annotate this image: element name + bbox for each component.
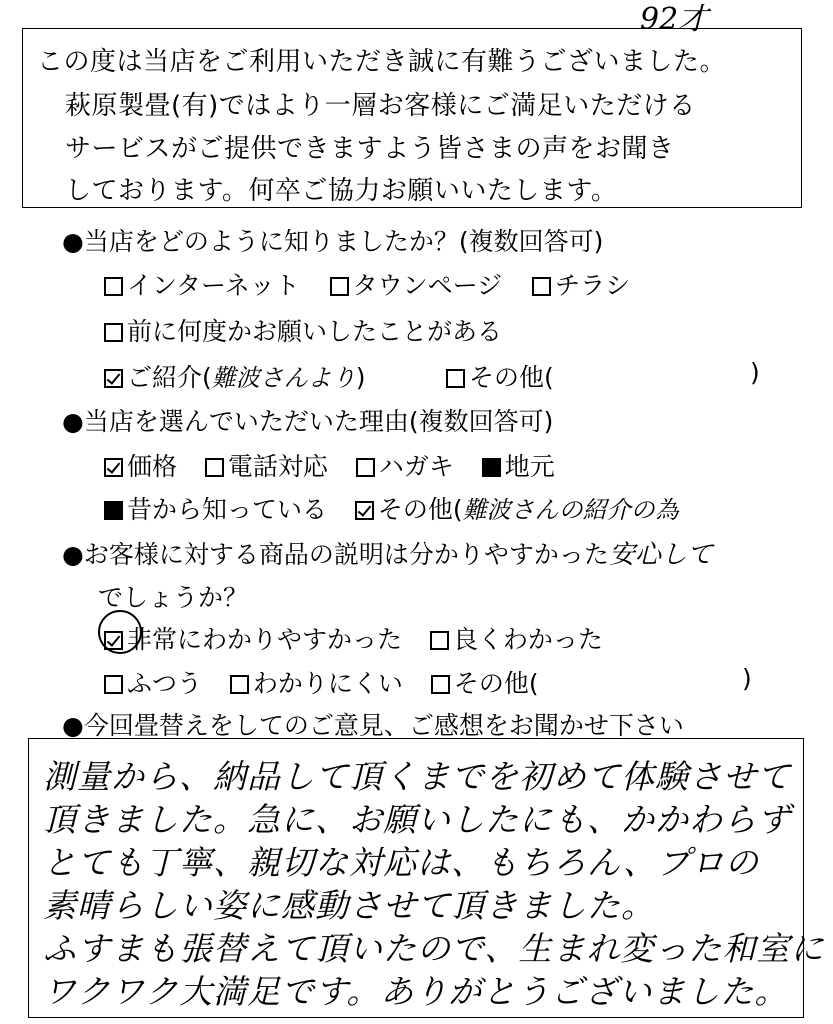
label-price: 価格 — [127, 452, 178, 481]
q2-option-row-2 — [104, 490, 679, 526]
checkbox-flyer[interactable] — [532, 277, 551, 296]
age-note: 92才 — [640, 2, 709, 37]
checkbox-unclear[interactable] — [230, 675, 249, 694]
q3-handwritten-note: 安心して — [608, 540, 713, 570]
checkbox-known[interactable] — [104, 501, 123, 520]
q1-other-close: ) — [750, 358, 760, 387]
checkbox-phone[interactable] — [205, 458, 224, 477]
checkbox-very-clear[interactable] — [104, 631, 123, 650]
intro-line-3: サービスがご提供できますよう皆さまの声をお聞き — [65, 134, 675, 164]
q3-option-row-2 — [104, 664, 539, 700]
q1-option-row-2 — [104, 312, 502, 348]
q3-other-close: ) — [742, 664, 752, 693]
answer-box — [28, 738, 825, 1018]
label-local: 地元 — [504, 452, 555, 481]
answer-line-5: ふすまも張替えて頂いたので、生まれ変った和室に — [43, 929, 825, 968]
label-before: 前に何度かお願いしたことがある — [127, 317, 503, 346]
checkbox-q1-other[interactable] — [446, 369, 465, 388]
q1-option-row-1 — [104, 266, 630, 302]
intro-line-1: この度は当店をご利用いただき誠に有難うございました。 — [37, 47, 727, 77]
intro-line-2: 萩原製畳(有)ではより一層お客様にご満足いただける — [65, 91, 696, 121]
checkbox-referral[interactable] — [104, 369, 123, 388]
checkbox-internet[interactable] — [104, 277, 123, 296]
checkbox-townpage[interactable] — [330, 277, 349, 296]
label-q3-other: その他( — [453, 669, 539, 698]
intro-line-4: しております。何卒ご協力お願いいたします。 — [65, 176, 618, 206]
checkbox-normal[interactable] — [104, 675, 123, 694]
q3-question-line-2: でしょうか？ — [98, 583, 249, 612]
q3-question-line-1 — [62, 534, 713, 571]
label-unclear: わかりにくい — [252, 669, 403, 698]
label-q1-other: その他( — [469, 363, 554, 392]
label-townpage: タウンページ — [352, 271, 503, 300]
label-very-clear: 非常にわかりやすかった — [127, 625, 403, 654]
label-referral: ご紹介( — [127, 363, 212, 392]
q3-option-row-1 — [104, 620, 603, 656]
label-clear: 良くわかった — [452, 625, 603, 654]
label-internet: インターネット — [127, 271, 300, 300]
label-phone: 電話対応 — [227, 452, 328, 481]
checkbox-local[interactable] — [482, 458, 501, 477]
answer-line-3: とても丁寧、親切な対応は、もちろん、プロの — [43, 843, 759, 882]
q1-option-row-3 — [104, 358, 366, 394]
checkbox-postcard[interactable] — [356, 458, 375, 477]
answer-line-6: ワクワク大満足です。ありがとうございました。 — [43, 972, 789, 1011]
label-q2-other: その他( — [377, 495, 463, 524]
q2-other-handwritten-note: 難波さんの紹介の為 — [462, 496, 679, 524]
q4-question: ●今回畳替えをしてのご意見、ご感想をお聞かせ下さい — [62, 711, 684, 740]
answer-line-1: 測量から、納品して頂くまでを初めて体験させて — [43, 757, 791, 796]
checkbox-before[interactable] — [104, 323, 123, 342]
label-referral-close: ) — [355, 363, 366, 392]
label-normal: ふつう — [127, 669, 203, 698]
checkbox-q2-other[interactable] — [355, 501, 374, 520]
intro-box — [22, 28, 802, 208]
checkbox-clear[interactable] — [430, 631, 449, 650]
label-flyer: チラシ — [555, 271, 631, 300]
checkbox-price[interactable] — [104, 458, 123, 477]
answer-line-4: 素晴らしい姿に感動させて頂きました。 — [43, 886, 655, 925]
q2-question: ●当店を選んでいただいた理由(複数回答可) — [62, 407, 554, 436]
checkbox-q3-other[interactable] — [431, 675, 450, 694]
label-postcard: ハガキ — [378, 452, 454, 481]
q1-question: ●当店をどのように知りましたか？(複数回答可) — [62, 227, 604, 256]
answer-line-2: 頂きました。急に、お願いしたにも、かかわらず — [43, 800, 791, 839]
q2-option-row-1 — [104, 447, 555, 483]
label-known: 昔から知っている — [127, 495, 328, 524]
q3-question-text: ●お客様に対する商品の説明は分かりやすかった — [62, 540, 609, 569]
q1-option-other — [446, 358, 554, 394]
referral-handwritten-note: 難波さんより — [211, 364, 356, 392]
